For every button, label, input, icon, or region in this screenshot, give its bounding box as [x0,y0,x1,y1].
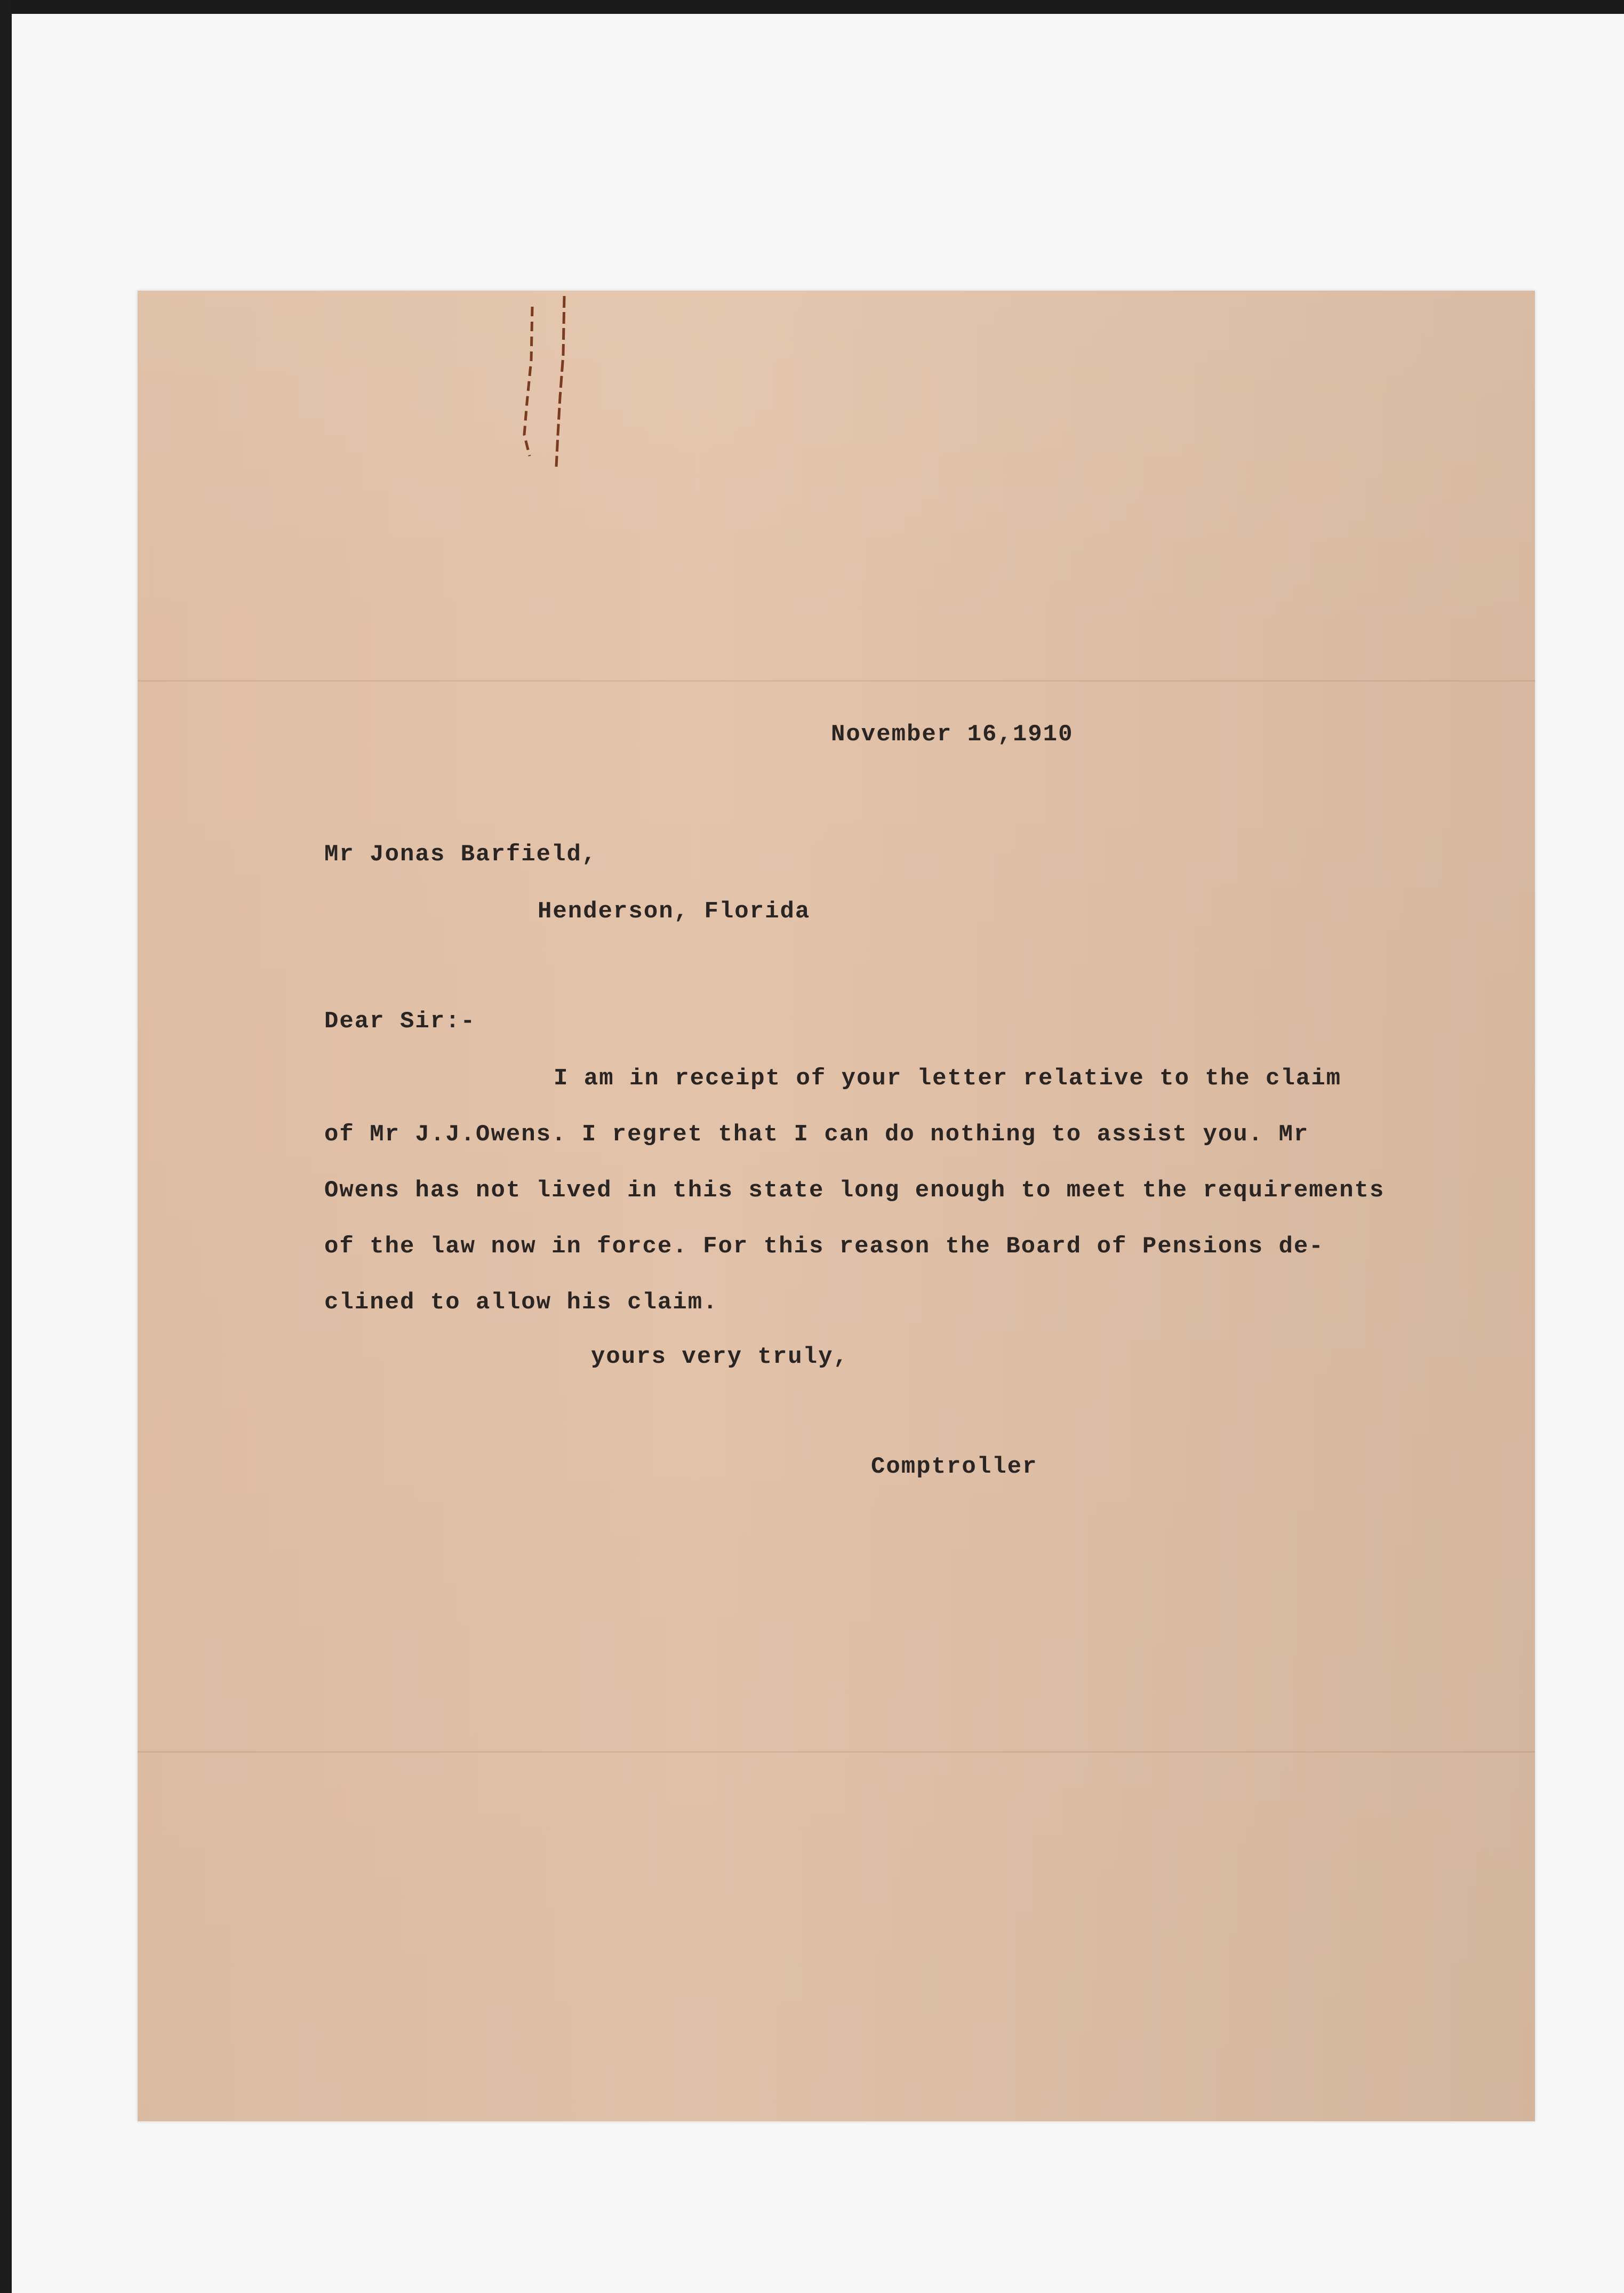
body-line: of Mr J.J.Owens. I regret that I can do nothing to assist you. Mr [324,1121,1309,1148]
scan-frame-left [0,0,12,2293]
paperclip-rust-mark [511,296,596,488]
body-line: I am in receipt of your letter relative to the claim [554,1065,1342,1092]
body-line: of the law now in force. For this reason the Board of Pensions de- [324,1233,1324,1260]
signature-title: Comptroller [871,1453,1038,1480]
complimentary-close: yours very truly, [591,1344,849,1370]
letter-date: November 16,1910 [831,721,1074,748]
recipient-address: Henderson, Florida [538,898,811,925]
fold-line-lower [138,1751,1535,1753]
recipient-name: Mr Jonas Barfield, [324,841,597,868]
letter-sheet [138,291,1535,2121]
salutation: Dear Sir:- [324,1008,476,1035]
body-line: clined to allow his claim. [324,1289,718,1316]
scan-frame-top [0,0,1624,14]
fold-line-upper [138,680,1535,682]
body-line: Owens has not lived in this state long enough to meet the requirements [324,1177,1385,1204]
